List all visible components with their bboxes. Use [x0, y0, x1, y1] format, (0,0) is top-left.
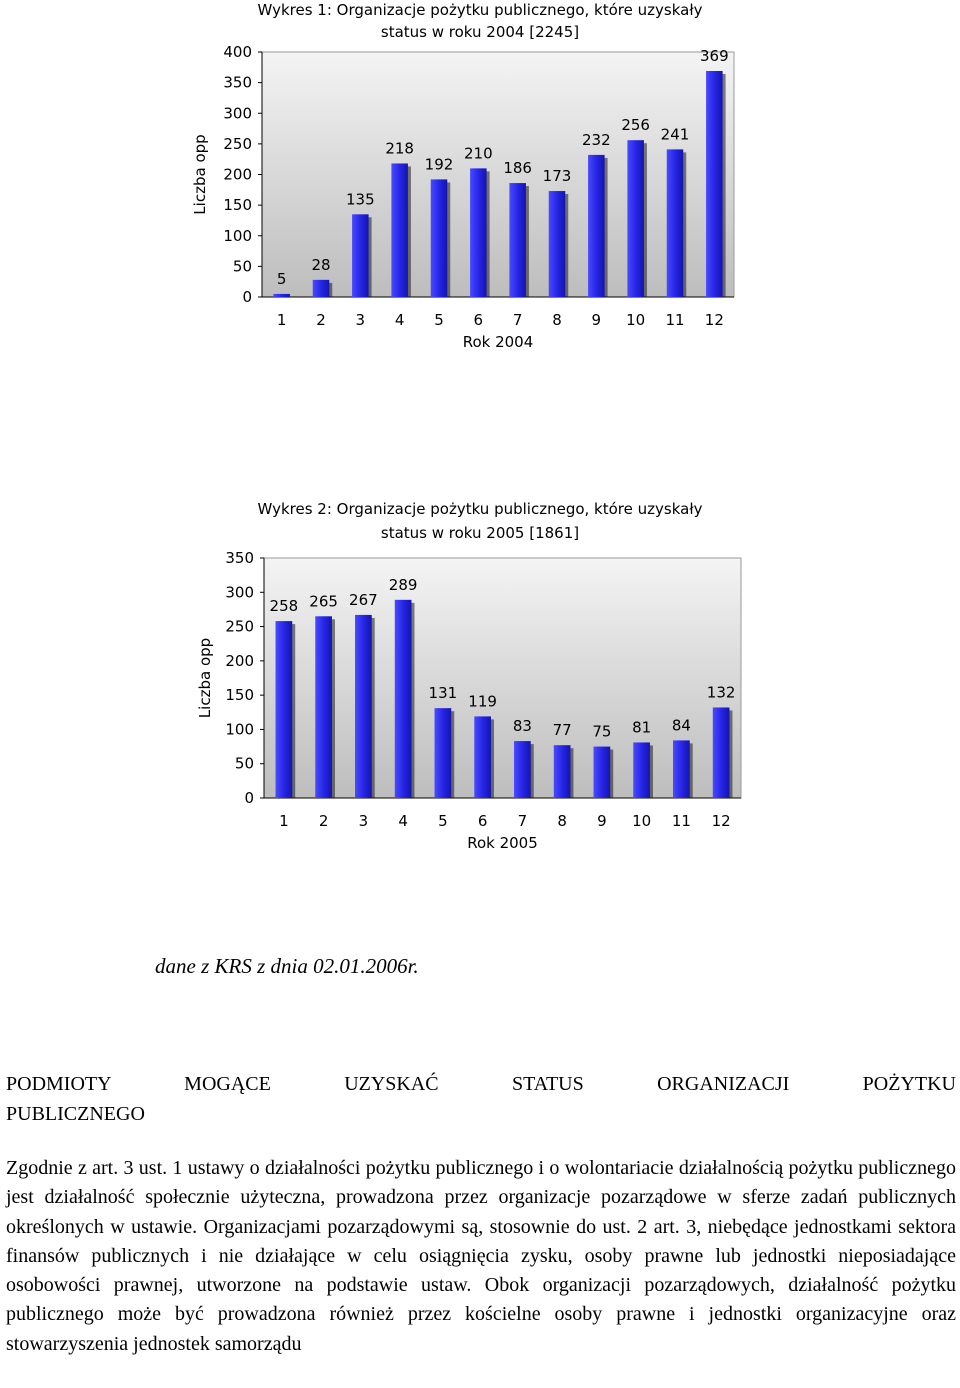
- y-tick-label: 300: [223, 104, 252, 123]
- bar: [395, 600, 412, 798]
- x-tick-label: 11: [671, 812, 691, 830]
- x-tick-label: 12: [704, 311, 724, 329]
- bar: [713, 707, 730, 798]
- bar: [514, 741, 531, 798]
- x-tick-label: 9: [597, 812, 607, 830]
- bar: [352, 214, 369, 297]
- x-tick-label: 2: [318, 812, 329, 830]
- section-heading-continued: PUBLICZNEGO: [6, 1103, 145, 1125]
- data-label: 232: [582, 130, 611, 149]
- x-tick-label: 4: [398, 812, 408, 830]
- data-label: 218: [385, 139, 414, 158]
- bar: [667, 149, 684, 297]
- bar: [315, 616, 332, 798]
- y-axis-title: Liczba opp: [196, 637, 214, 719]
- data-label: 131: [428, 684, 458, 703]
- x-tick-label: 6: [477, 812, 488, 830]
- x-tick-label: 12: [711, 812, 731, 830]
- data-label: 265: [309, 592, 338, 611]
- bar: [594, 747, 611, 798]
- data-label: 135: [346, 190, 375, 209]
- y-tick-label: 100: [223, 226, 252, 245]
- bar: [435, 708, 452, 798]
- bar: [474, 716, 491, 798]
- x-tick-label: 1: [276, 311, 287, 329]
- data-label: 256: [621, 116, 650, 135]
- y-tick-label: 100: [225, 720, 254, 739]
- y-tick-label: 150: [225, 686, 254, 705]
- chart-title-line1: Wykres 2: Organizacje pożytku publicznego, które uzyskały: [257, 500, 703, 518]
- x-tick-label: 3: [355, 311, 366, 329]
- bar: [470, 168, 487, 297]
- x-tick-label: 3: [358, 812, 369, 830]
- y-tick-label: 0: [244, 789, 254, 807]
- x-tick-label: 7: [517, 812, 528, 830]
- y-tick-label: 50: [232, 257, 252, 276]
- x-tick-label: 8: [557, 812, 567, 830]
- data-label: 75: [592, 722, 612, 741]
- data-label: 289: [388, 575, 418, 594]
- bar: [706, 71, 723, 297]
- chart-title-line2: status w roku 2005 [1861]: [380, 524, 580, 542]
- data-label: 258: [269, 597, 299, 616]
- chart-title-line2: status w roku 2004 [2245]: [380, 23, 580, 41]
- bar: [273, 294, 290, 297]
- bar: [549, 191, 566, 297]
- bar: [355, 615, 372, 798]
- chart-2004: [0, 0, 960, 360]
- x-axis-title: Rok 2004: [462, 333, 534, 351]
- y-tick-label: 250: [223, 134, 252, 153]
- x-tick-label: 6: [473, 311, 484, 329]
- data-label: 132: [706, 683, 736, 702]
- y-tick-label: 300: [225, 583, 254, 602]
- data-label: 83: [512, 717, 532, 736]
- section-heading: PODMIOTY MOGĄCE UZYSKAĆ STATUS ORGANIZACJI POŻYTKU: [6, 1073, 956, 1095]
- bar: [673, 740, 690, 798]
- x-tick-label: 4: [394, 311, 405, 329]
- data-label: 186: [503, 159, 532, 178]
- data-label: 241: [660, 125, 690, 144]
- x-tick-label: 9: [591, 311, 602, 329]
- y-tick-label: 150: [223, 196, 252, 215]
- x-tick-label: 10: [626, 311, 646, 329]
- data-label: 77: [552, 721, 572, 740]
- data-label: 173: [542, 167, 572, 186]
- x-tick-label: 7: [512, 311, 523, 329]
- x-tick-label: 5: [434, 311, 444, 329]
- x-axis-title: Rok 2005: [467, 834, 538, 852]
- y-tick-label: 250: [225, 617, 254, 636]
- bar: [509, 183, 526, 297]
- x-tick-label: 1: [279, 812, 289, 830]
- y-axis-title: Liczba opp: [191, 134, 209, 215]
- x-tick-label: 8: [552, 311, 562, 329]
- bar-chart-2005: [0, 495, 960, 865]
- bar: [276, 621, 293, 798]
- data-source-caption: dane z KRS z dnia 02.01.2006r.: [155, 954, 419, 978]
- y-tick-label: 400: [223, 43, 252, 61]
- bar: [627, 140, 644, 297]
- x-tick-label: 2: [316, 311, 326, 329]
- bar: [431, 179, 448, 297]
- data-label: 210: [464, 144, 493, 163]
- data-label: 119: [468, 692, 497, 711]
- y-tick-label: 350: [223, 73, 252, 92]
- bar: [588, 155, 605, 297]
- y-tick-label: 200: [223, 165, 252, 184]
- data-label: 369: [700, 46, 729, 65]
- x-tick-label: 5: [438, 812, 448, 830]
- body-paragraph: Zgodnie z art. 3 ust. 1 ustawy o działalności pożytku publicznego i o wolontariacie działalnością pożytku publicznego jest działalność społecznie użyteczna, prowadzona przez organizacje pozarządowe w sferze zadań publicznych określonych w ustawie. Organizacjami pozarządowymi są, stosownie do ust. 2 art. 3, niebędące jednostkami sektora finansów publicznych i nie działające w celu osiągnięcia zysku, osoby prawne lub jednostki nieposiadające osobowości prawnej, utworzone na podstawie ustaw. Obok organizacji pozarządowych, działalność pożytku publicznego może być prowadzona również przez kościelne osoby prawne i jednostki organizacyjne oraz stowarzyszenia jednostek samorządu: [6, 1157, 956, 1355]
- data-label: 81: [632, 718, 652, 737]
- data-label: 84: [671, 716, 691, 735]
- bar: [633, 742, 650, 798]
- bar: [313, 280, 330, 297]
- data-label: 5: [276, 269, 287, 288]
- chart-title-line1: Wykres 1: Organizacje pożytku publicznego, które uzyskały: [257, 1, 703, 19]
- y-tick-label: 350: [225, 549, 254, 567]
- bar-chart-2004: [0, 0, 960, 360]
- chart-2005: [0, 495, 960, 865]
- data-label: 192: [424, 155, 454, 174]
- bar: [554, 745, 571, 798]
- y-tick-label: 200: [225, 651, 254, 670]
- data-label: 28: [311, 255, 331, 274]
- plot-area: [262, 52, 734, 297]
- y-tick-label: 0: [242, 288, 252, 306]
- x-tick-label: 10: [632, 812, 652, 830]
- x-tick-label: 11: [665, 311, 685, 329]
- data-label: 267: [349, 590, 378, 609]
- bar: [391, 163, 408, 297]
- y-tick-label: 50: [234, 754, 254, 773]
